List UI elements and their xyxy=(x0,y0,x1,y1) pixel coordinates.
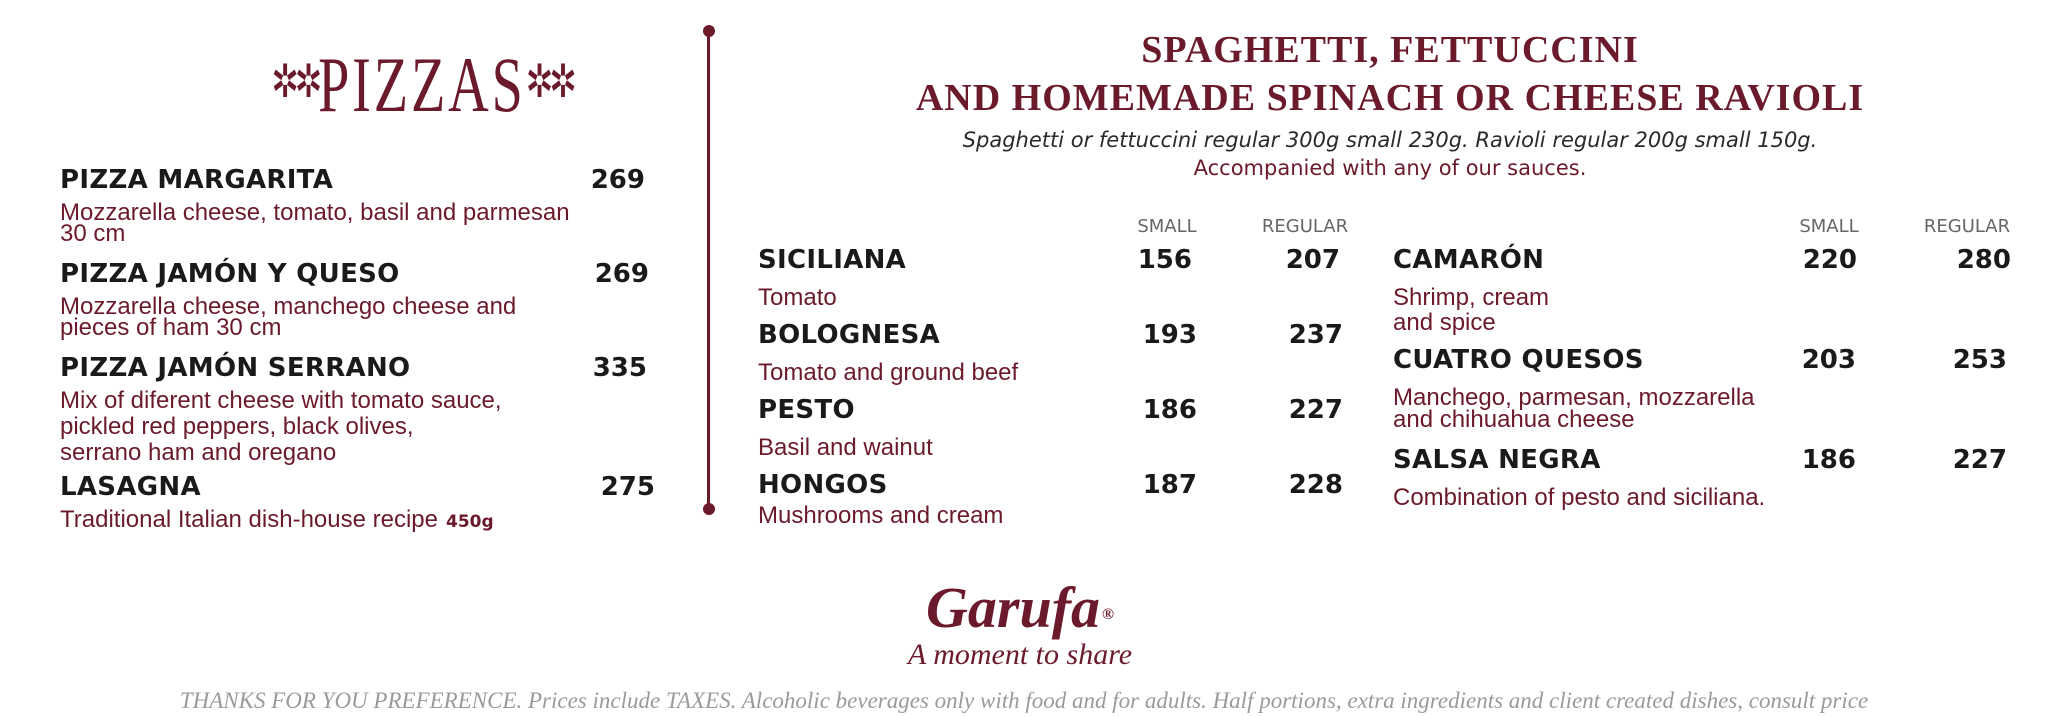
menu-item-name: HONGOS xyxy=(758,470,888,500)
price-regular: 253 xyxy=(1952,345,2007,375)
menu-item-price: 269 xyxy=(594,259,649,289)
pasta-subtitle: Spaghetti or fettuccini regular 300g small 230g. Ravioli regular 200g small 150g. xyxy=(962,128,1818,152)
brand-logo-text: Garufa xyxy=(926,575,1101,640)
column-header-small: SMALL xyxy=(1137,216,1197,237)
price-regular: 207 xyxy=(1285,245,1340,275)
menu-item-desc: and chihuahua cheese xyxy=(1393,406,1635,433)
price-regular: 280 xyxy=(1956,245,2011,275)
menu-item-name: PESTO xyxy=(758,395,855,425)
column-header-regular: REGULAR xyxy=(1261,216,1349,237)
pasta-title-line2: AND HOMEMADE SPINACH OR CHEESE RAVIOLI xyxy=(915,77,1865,119)
price-small: 193 xyxy=(1142,320,1197,350)
menu-item-desc: pickled red peppers, black olives, xyxy=(60,413,414,440)
divider-top-dot xyxy=(703,25,715,37)
divider-bottom-dot xyxy=(703,503,715,515)
menu-item-price: 335 xyxy=(592,353,647,383)
menu-item-desc: Combination of pesto and siciliana. xyxy=(1393,484,1766,511)
price-small: 220 xyxy=(1802,245,1857,275)
column-header-regular: REGULAR xyxy=(1923,216,2011,237)
menu-item-desc: 30 cm xyxy=(60,220,126,247)
menu-item-name: BOLOGNESA xyxy=(758,320,941,350)
ornament-right-icon: ✲✲ xyxy=(525,56,573,107)
menu-item-name: LASAGNA xyxy=(60,472,201,502)
price-small: 203 xyxy=(1801,345,1856,375)
ornament-left-icon: ✲✲ xyxy=(271,56,319,107)
menu-item-name: CAMARÓN xyxy=(1393,245,1545,275)
price-small: 156 xyxy=(1137,245,1192,275)
menu-item-desc: Mozzarella cheese, manchego cheese and xyxy=(60,293,517,320)
column-header-small: SMALL xyxy=(1799,216,1859,237)
menu-item-desc xyxy=(60,508,494,534)
menu-item-name: PIZZA JAMÓN SERRANO xyxy=(60,353,411,383)
price-small: 186 xyxy=(1142,395,1197,425)
menu-item-name: SICILIANA xyxy=(758,245,907,275)
menu-item-desc: Mix of diferent cheese with tomato sauce, xyxy=(60,387,502,414)
price-regular: 228 xyxy=(1288,470,1343,500)
price-small: 186 xyxy=(1801,445,1856,475)
menu-item-desc: Mozzarella cheese, tomato, basil and parmesan xyxy=(60,199,570,226)
menu-item-desc: serrano ham and oregano xyxy=(60,439,337,466)
pasta-subtitle-sauces: Accompanied with any of our sauces. xyxy=(1193,156,1587,180)
footer-notice: THANKS FOR YOU PREFERENCE. Prices include TAXES. Alcoholic beverages only with food and for adults. Half portions, extra ingredients and client created dishes, consult price xyxy=(179,688,1869,713)
menu-item-desc: Basil and wainut xyxy=(758,434,933,461)
menu-item-name: PIZZA MARGARITA xyxy=(60,165,334,195)
menu-item-weight: 450g xyxy=(446,512,494,532)
registered-mark: ® xyxy=(1102,606,1114,623)
section-divider xyxy=(707,31,710,510)
menu-item-desc: Tomato and ground beef xyxy=(758,359,1019,386)
menu-item-price: 275 xyxy=(600,472,655,502)
menu-item-name: CUATRO QUESOS xyxy=(1393,345,1644,375)
menu-item-desc: Manchego, parmesan, mozzarella xyxy=(1393,384,1755,411)
pasta-title-line1: SPAGHETTI, FETTUCCINI xyxy=(1141,29,1639,71)
pizzas-title-text: PIZZAS xyxy=(318,41,526,128)
brand-tagline: A moment to share xyxy=(907,638,1133,671)
menu-item-price: 269 xyxy=(590,165,645,195)
pizzas-title xyxy=(271,40,573,128)
menu-item-desc: Tomato xyxy=(758,284,837,311)
menu-item-desc: Shrimp, cream xyxy=(1393,284,1550,311)
price-regular: 237 xyxy=(1288,320,1343,350)
menu-item-desc-text: Traditional Italian dish-house recipe xyxy=(60,506,438,533)
menu-item-desc: Mushrooms and cream xyxy=(758,502,1004,529)
menu-item-desc: pieces of ham 30 cm xyxy=(60,314,282,341)
menu-item-name: SALSA NEGRA xyxy=(1393,445,1601,475)
menu-item-desc: and spice xyxy=(1393,309,1496,336)
price-small: 187 xyxy=(1142,470,1197,500)
price-regular: 227 xyxy=(1952,445,2007,475)
menu-item-name: PIZZA JAMÓN Y QUESO xyxy=(60,259,400,289)
price-regular: 227 xyxy=(1288,395,1343,425)
